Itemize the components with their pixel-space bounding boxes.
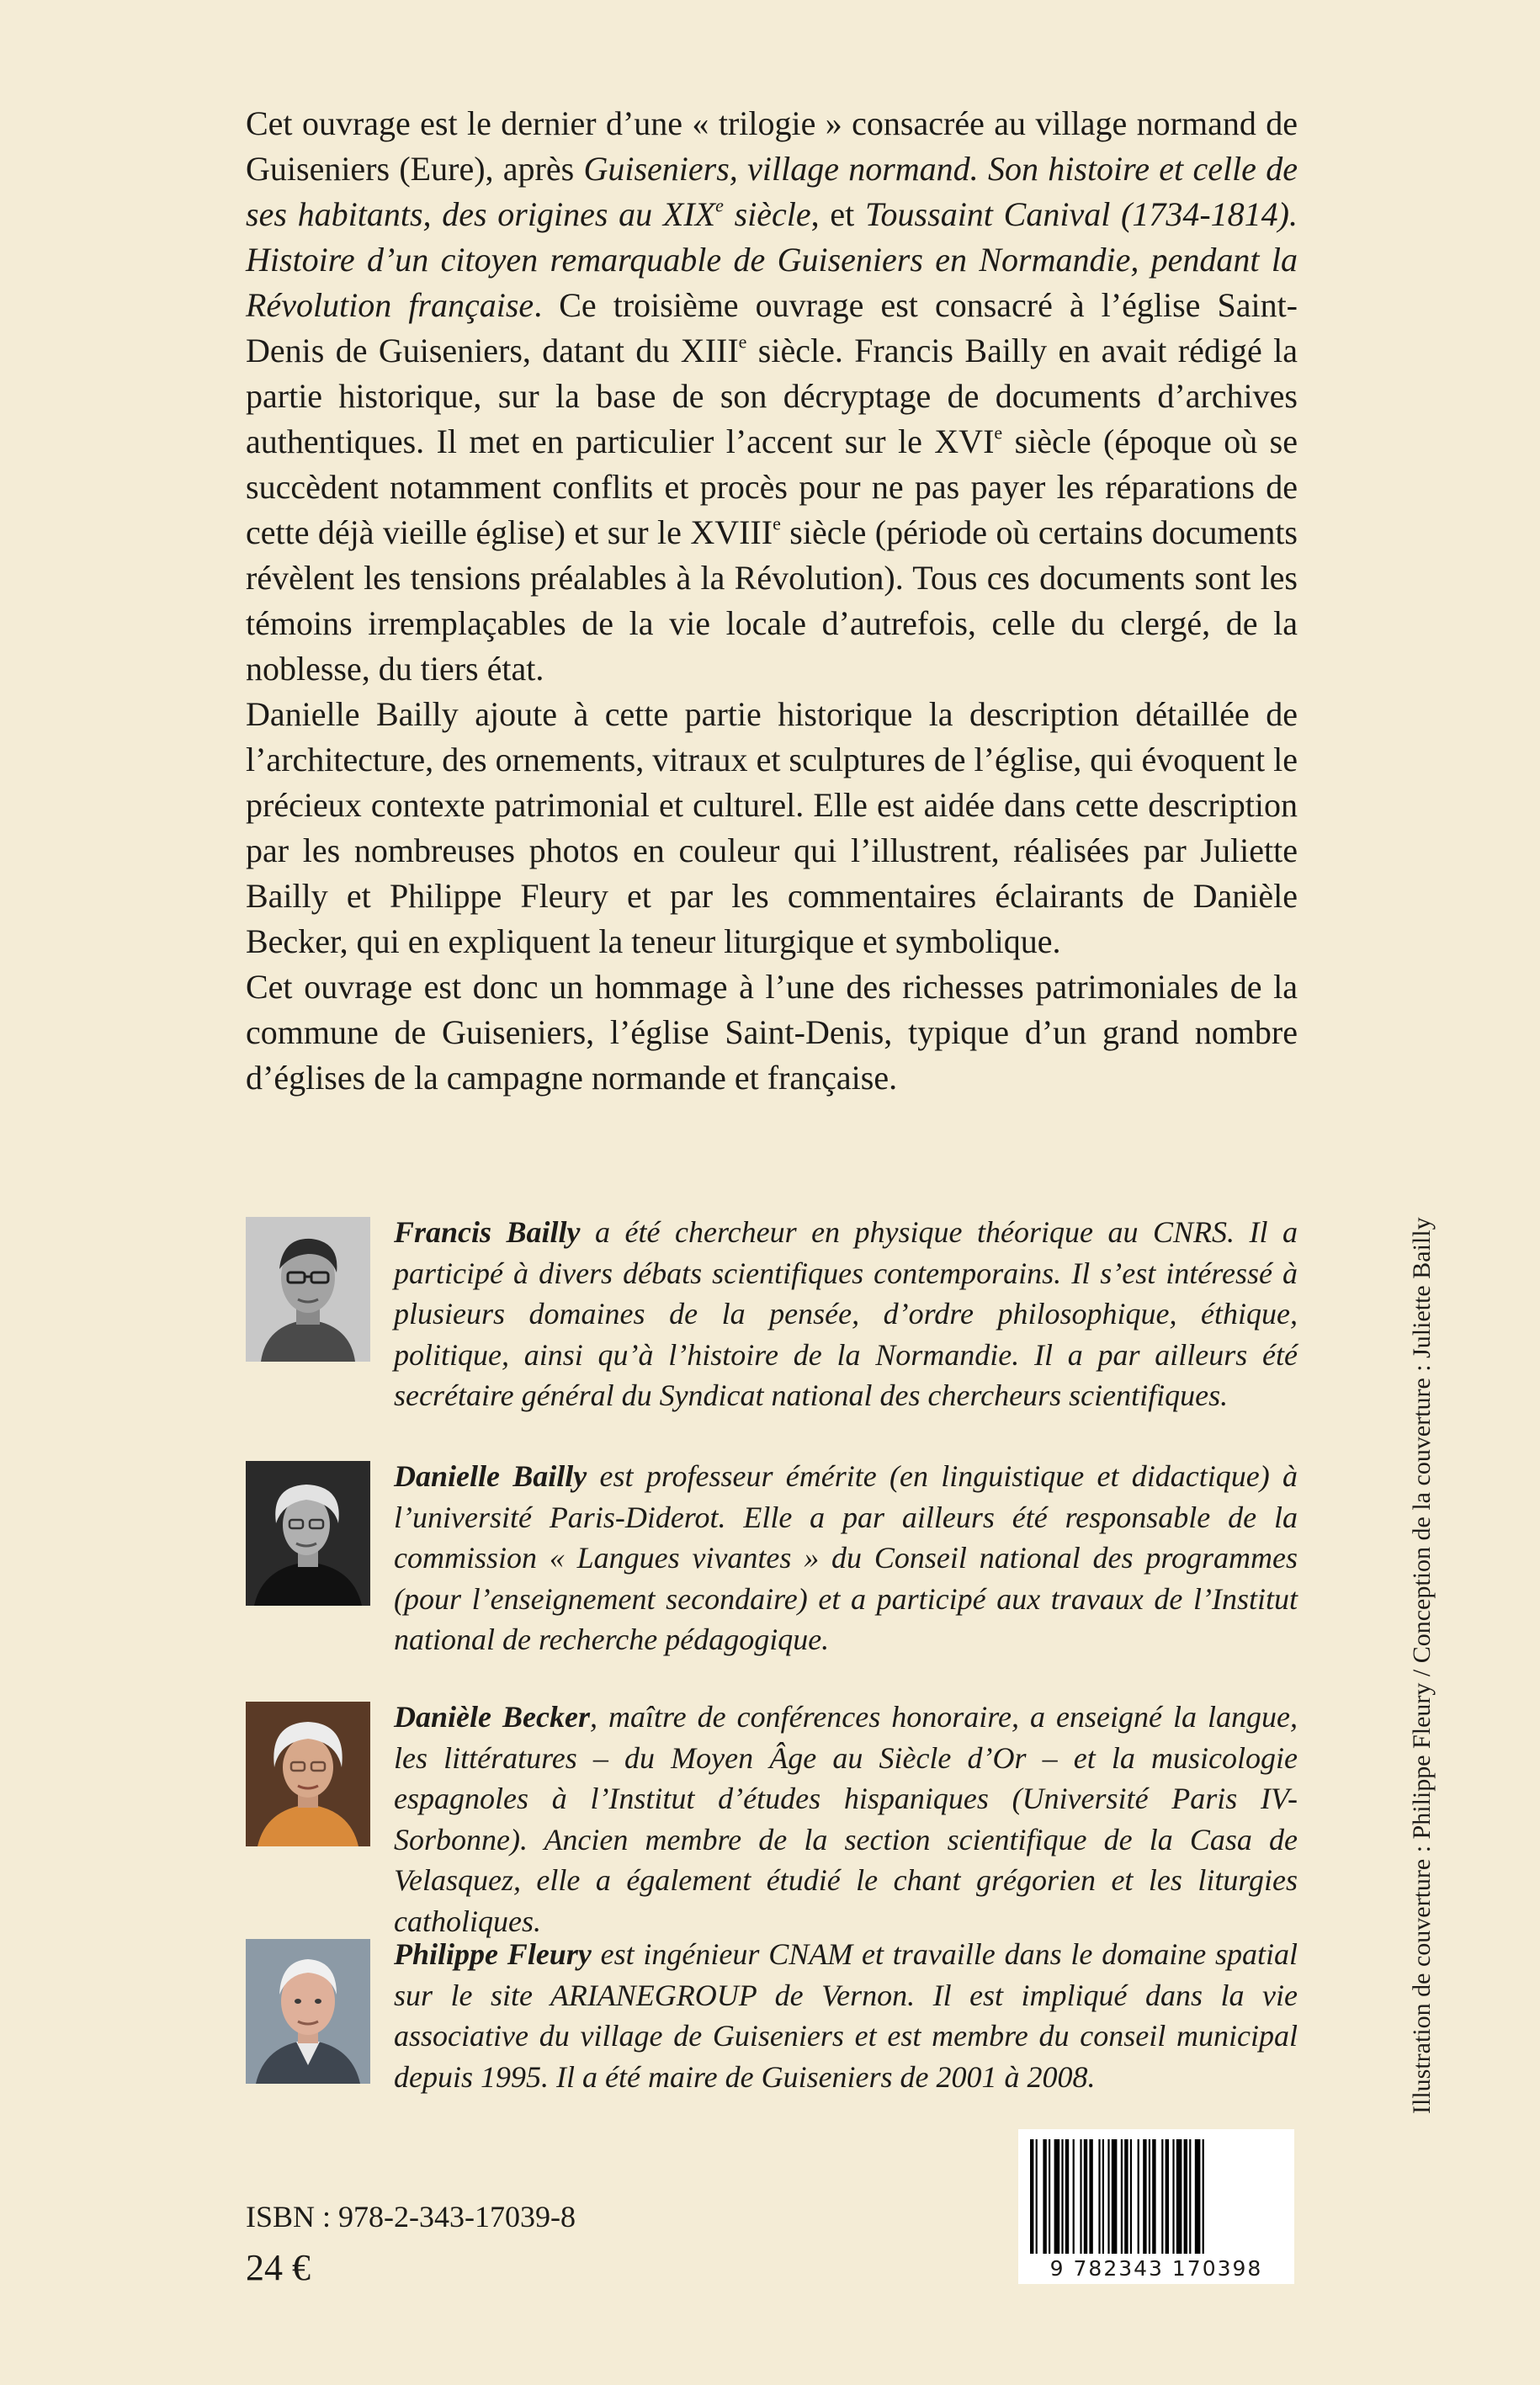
author-bio-text bbox=[394, 1934, 1298, 2097]
author-description: est ingénieur CNAM et travaille dans le domaine spatial sur le site ARIANEGROUP de Vernon. Il est impliqué dans la vie associative du village de Guiseniers et est membre du conseil municipal depuis 1995. Il a été maire de Guiseniers de 2001 à 2008. bbox=[394, 1937, 1298, 2094]
superscript: e bbox=[738, 331, 747, 353]
author-bio-philippe-fleury bbox=[246, 1934, 1298, 2094]
author-description: a été chercheur en physique théorique au CNRS. Il a participé à divers débats scientifiques contemporains. Il s’est intéressé à plusieurs domaines de la pensée, d’ordre philosophique, éthique, politique, ainsi qu’à l’histoire de la Normandie. Il a par ailleurs été secrétaire général du Syndicat national des chercheurs scientifiques. bbox=[394, 1215, 1298, 1412]
author-photo bbox=[246, 1939, 370, 2084]
author-name: Danièle Becker bbox=[394, 1700, 590, 1734]
superscript: e bbox=[715, 194, 724, 216]
author-bio-danielle-bailly bbox=[246, 1456, 1298, 1656]
author-description: est professeur émérite (en linguistique et didactique) à l’université Paris-Diderot. Elle a par ailleurs été responsable de la commission « Langues vivantes » du Conseil national des programmes (pour l’enseignement secondaire) et a participé aux travaux de l’Institut national de recherche pédagogique. bbox=[394, 1459, 1298, 1656]
portrait-image bbox=[246, 1217, 370, 1362]
synopsis-paragraph-1 bbox=[246, 101, 1298, 692]
synopsis-text: . Ce troisième ouvrage est consacré à l’église Saint-Denis de Guiseniers, datant du XIII bbox=[246, 286, 1298, 369]
author-photo bbox=[246, 1461, 370, 1606]
book-title-1-end: siècle bbox=[723, 195, 811, 233]
price: 24 € bbox=[246, 2247, 311, 2288]
author-photo bbox=[246, 1217, 370, 1362]
isbn: ISBN : 978-2-343-17039-8 bbox=[246, 2200, 576, 2234]
author-bio-text bbox=[394, 1212, 1298, 1416]
author-bio-daniele-becker bbox=[246, 1697, 1298, 1938]
superscript: e bbox=[994, 422, 1003, 444]
cover-credits: Illustration de couverture : Philippe Fleury / Conception de la couverture : Juliette Bailly bbox=[1408, 1217, 1436, 2114]
barcode bbox=[1018, 2129, 1294, 2284]
portrait-image bbox=[246, 1461, 370, 1606]
barcode-digits: 9 782343 170398 bbox=[1049, 2256, 1263, 2281]
author-name: Philippe Fleury bbox=[394, 1937, 592, 1971]
author-description: , maître de conférences honoraire, a enseigné la langue, les littératures – du Moyen Âge au Siècle d’Or – et la musicologie espagnoles à l’Institut d’études hispaniques (Université Paris IV-Sorbonne). Ancien membre de la section scientifique de la Casa de Velasquez, elle a également étudié le chant grégorien et les liturgies catholiques. bbox=[394, 1700, 1298, 1938]
synopsis bbox=[246, 101, 1298, 1101]
author-bio-text bbox=[394, 1697, 1298, 1941]
author-bio-francis-bailly bbox=[246, 1212, 1298, 1412]
author-bio-text bbox=[394, 1456, 1298, 1660]
portrait-image bbox=[246, 1702, 370, 1846]
synopsis-paragraph-3: Cet ouvrage est donc un hommage à l’une des richesses patrimoniales de la commune de Guiseniers, l’église Saint-Denis, typique d’un grand nombre d’églises de la campagne normande et française. bbox=[246, 968, 1298, 1097]
superscript: e bbox=[773, 513, 781, 534]
book-title-2: Toussaint Canival (1734-1814). Histoire d’un citoyen remarquable de Guiseniers en Normandie, pendant la Révolution française bbox=[246, 195, 1298, 324]
author-name: Francis Bailly bbox=[394, 1215, 581, 1249]
book-title-1-text: Guiseniers, village normand. Son histoire et celle de ses habitants, des origines au XIX bbox=[246, 150, 1298, 233]
synopsis-paragraph-2: Danielle Bailly ajoute à cette partie historique la description détaillée de l’architecture, des ornements, vitraux et sculptures de l’église, qui évoquent le précieux contexte patrimonial et culturel. Elle est aidée dans cette description par les nombreuses photos en couleur qui l’illustrent, réalisées par Juliette Bailly et Philippe Fleury et par les commentaires éclairants de Danièle Becker, qui en expliquent la teneur liturgique et symbolique. bbox=[246, 695, 1298, 960]
synopsis-text: , et bbox=[810, 195, 865, 233]
synopsis-text: siècle (période où certains documents révèlent les tensions préalables à la Révolution). Tous ces documents sont les témoins irremplaçables de la vie locale d’autrefois, celle du clergé, de la noblesse, du tiers état. bbox=[246, 513, 1298, 688]
portrait-image bbox=[246, 1939, 370, 2084]
synopsis-text: Cet ouvrage est le dernier d’une « trilogie » consacrée au village normand de Guiseniers (Eure), après bbox=[246, 104, 1298, 188]
barcode-bars bbox=[1030, 2139, 1282, 2254]
synopsis-text: siècle. Francis Bailly en avait rédigé la partie historique, sur la base de son décryptage de documents d’archives authentiques. Il met en particulier l’accent sur le XVI bbox=[246, 332, 1298, 460]
author-photo bbox=[246, 1702, 370, 1846]
synopsis-text: siècle (époque où se succèdent notamment conflits et procès pour ne pas payer les réparations de cette déjà vieille église) et sur le XVIII bbox=[246, 422, 1298, 551]
author-name: Danielle Bailly bbox=[394, 1459, 587, 1493]
